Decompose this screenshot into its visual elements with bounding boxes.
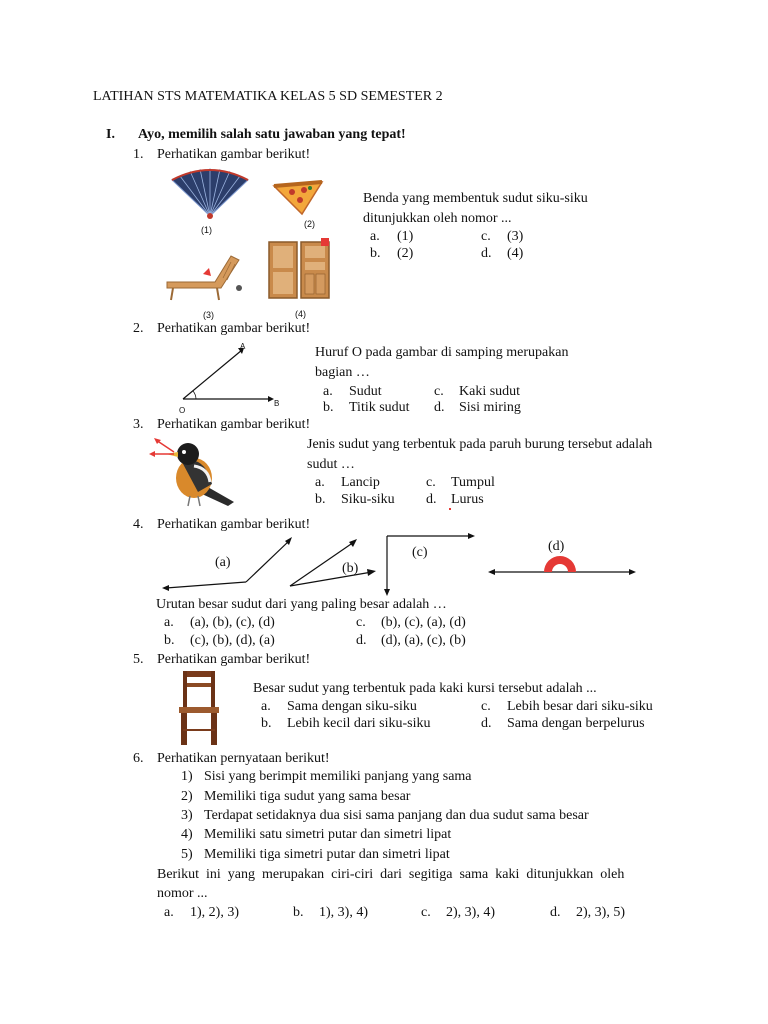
q6-statement-text: Terdapat setidaknya dua sisi sama panjang dan dua sudut sama besar	[204, 808, 589, 823]
fan-image	[170, 166, 250, 222]
q1-number: 1.	[133, 147, 144, 162]
q3-number: 3.	[133, 417, 144, 432]
q3-text-line2: sudut …	[307, 457, 355, 472]
q6-option-b-text[interactable]: 1), 3), 4)	[319, 905, 368, 920]
q3-option-c-text[interactable]: Tumpul	[451, 475, 495, 490]
angle-b-figure	[286, 536, 376, 590]
q2-option-d-text[interactable]: Sisi miring	[459, 400, 521, 415]
q4-prompt: Perhatikan gambar berikut!	[157, 517, 311, 532]
q4-option-a-text[interactable]: (a), (b), (c), (d)	[190, 615, 275, 630]
q3-option-d-text[interactable]: Lurus	[451, 492, 484, 507]
lounge-chair-image	[163, 254, 247, 302]
q5-option-b-text[interactable]: Lebih kecil dari siku-siku	[287, 716, 431, 731]
q6-text-line1: Berikut ini yang merupakan ciri-ciri dari segitiga sama kaki ditunjukkan oleh	[157, 867, 625, 882]
q1-option-d-letter[interactable]: d.	[481, 246, 492, 261]
q6-statement-number: 3)	[181, 808, 193, 823]
q5-option-b-letter[interactable]: b.	[261, 716, 272, 731]
q3-option-c-letter[interactable]: c.	[426, 475, 436, 490]
q6-statement-text: Memiliki tiga sudut yang sama besar	[204, 789, 411, 804]
red-dot-mark	[449, 508, 451, 510]
q6-statement-text: Memiliki satu simetri putar dan simetri lipat	[204, 827, 452, 842]
q1-option-a-text[interactable]: (1)	[397, 229, 414, 244]
q2-fig-label-a: A	[240, 342, 246, 351]
q5-option-c-text[interactable]: Lebih besar dari siku-siku	[507, 699, 653, 714]
q6-option-b-letter[interactable]: b.	[293, 905, 304, 920]
section-heading: Ayo, memilih salah satu jawaban yang tepat!	[138, 127, 406, 142]
q6-option-c-text[interactable]: 2), 3), 4)	[446, 905, 495, 920]
q3-option-b-text[interactable]: Siku-siku	[341, 492, 395, 507]
q1-option-d-text[interactable]: (4)	[507, 246, 524, 261]
q5-text-line1: Besar sudut yang terbentuk pada kaki kursi tersebut adalah ...	[253, 681, 597, 696]
q3-option-b-letter[interactable]: b.	[315, 492, 326, 507]
q1-option-b-text[interactable]: (2)	[397, 246, 414, 261]
q4-option-b-text[interactable]: (c), (b), (d), (a)	[190, 633, 275, 648]
q6-statement-number: 4)	[181, 827, 193, 842]
section-numeral: I.	[106, 127, 115, 142]
q2-option-c-letter[interactable]: c.	[434, 384, 444, 399]
q4-option-a-letter[interactable]: a.	[164, 615, 174, 630]
q4-number: 4.	[133, 517, 144, 532]
q1-option-a-letter[interactable]: a.	[370, 229, 380, 244]
q1-text-line1: Benda yang membentuk sudut siku-siku	[363, 191, 588, 206]
q5-option-d-letter[interactable]: d.	[481, 716, 492, 731]
q6-text-line2: nomor ...	[157, 886, 208, 901]
q2-option-d-letter[interactable]: d.	[434, 400, 445, 415]
q6-option-a-text[interactable]: 1), 2), 3)	[190, 905, 239, 920]
q5-number: 5.	[133, 652, 144, 667]
page-title: LATIHAN STS MATEMATIKA KELAS 5 SD SEMESTER 2	[93, 89, 443, 104]
q6-option-d-text[interactable]: 2), 3), 5)	[576, 905, 625, 920]
q6-option-d-letter[interactable]: d.	[550, 905, 561, 920]
q3-text-line1: Jenis sudut yang terbentuk pada paruh burung tersebut adalah	[307, 437, 653, 452]
q4-option-c-letter[interactable]: c.	[356, 615, 366, 630]
q2-option-c-text[interactable]: Kaki sudut	[459, 384, 521, 399]
q2-number: 2.	[133, 321, 144, 336]
q5-option-a-text[interactable]: Sama dengan siku-siku	[287, 699, 417, 714]
q2-text-line2: bagian …	[315, 365, 370, 380]
q4-option-c-text[interactable]: (b), (c), (a), (d)	[381, 615, 466, 630]
q2-prompt: Perhatikan gambar berikut!	[157, 321, 311, 336]
angle-c-figure	[381, 530, 477, 600]
q6-number: 6.	[133, 751, 144, 766]
angle-d-figure	[486, 556, 638, 584]
q1-option-c-text[interactable]: (3)	[507, 229, 524, 244]
q5-option-a-letter[interactable]: a.	[261, 699, 271, 714]
cupboard-image	[267, 238, 333, 300]
q6-statement-number: 5)	[181, 847, 193, 862]
q1-option-c-letter[interactable]: c.	[481, 229, 491, 244]
q1-text-line2: ditunjukkan oleh nomor ...	[363, 211, 512, 226]
q6-option-a-letter[interactable]: a.	[164, 905, 174, 920]
q4-label-c: (c)	[412, 545, 428, 560]
q6-prompt: Perhatikan pernyataan berikut!	[157, 751, 330, 766]
q6-statement-number: 2)	[181, 789, 193, 804]
q1-img-label-2: (2)	[304, 219, 315, 229]
q3-option-a-text[interactable]: Lancip	[341, 475, 380, 490]
q2-option-a-letter[interactable]: a.	[323, 384, 333, 399]
q4-option-b-letter[interactable]: b.	[164, 633, 175, 648]
q4-label-a: (a)	[215, 555, 231, 570]
q5-prompt: Perhatikan gambar berikut!	[157, 652, 311, 667]
q2-option-b-text[interactable]: Titik sudut	[349, 400, 410, 415]
q5-option-c-letter[interactable]: c.	[481, 699, 491, 714]
chair-image	[177, 669, 221, 747]
q4-option-d-text[interactable]: (d), (a), (c), (b)	[381, 633, 466, 648]
bird-image	[148, 432, 238, 510]
q4-label-d: (d)	[548, 539, 565, 554]
q6-option-c-letter[interactable]: c.	[421, 905, 431, 920]
q5-option-d-text[interactable]: Sama dengan berpelurus	[507, 716, 645, 731]
q1-img-label-3: (3)	[203, 310, 214, 320]
q4-question: Urutan besar sudut dari yang paling besar adalah …	[156, 597, 447, 612]
q2-fig-label-b: B	[274, 399, 280, 408]
q1-img-label-4: (4)	[295, 309, 306, 319]
q2-text-line1: Huruf O pada gambar di samping merupakan	[315, 345, 569, 360]
q4-option-d-letter[interactable]: d.	[356, 633, 367, 648]
q3-option-d-letter[interactable]: d.	[426, 492, 437, 507]
q1-img-label-1: (1)	[201, 225, 212, 235]
pizza-image	[272, 180, 324, 216]
q2-option-b-letter[interactable]: b.	[323, 400, 334, 415]
q6-statement-text: Sisi yang berimpit memiliki panjang yang sama	[204, 769, 472, 784]
q6-statement-text: Memiliki tiga simetri putar dan simetri lipat	[204, 847, 450, 862]
q3-option-a-letter[interactable]: a.	[315, 475, 325, 490]
q1-option-b-letter[interactable]: b.	[370, 246, 381, 261]
q2-fig-label-o: O	[179, 406, 186, 415]
q6-statement-number: 1)	[181, 769, 193, 784]
q4-label-b: (b)	[342, 561, 359, 576]
q1-prompt: Perhatikan gambar berikut!	[157, 147, 311, 162]
q2-option-a-text[interactable]: Sudut	[349, 384, 382, 399]
q3-prompt: Perhatikan gambar berikut!	[157, 417, 311, 432]
angle-aob-figure	[176, 338, 286, 414]
